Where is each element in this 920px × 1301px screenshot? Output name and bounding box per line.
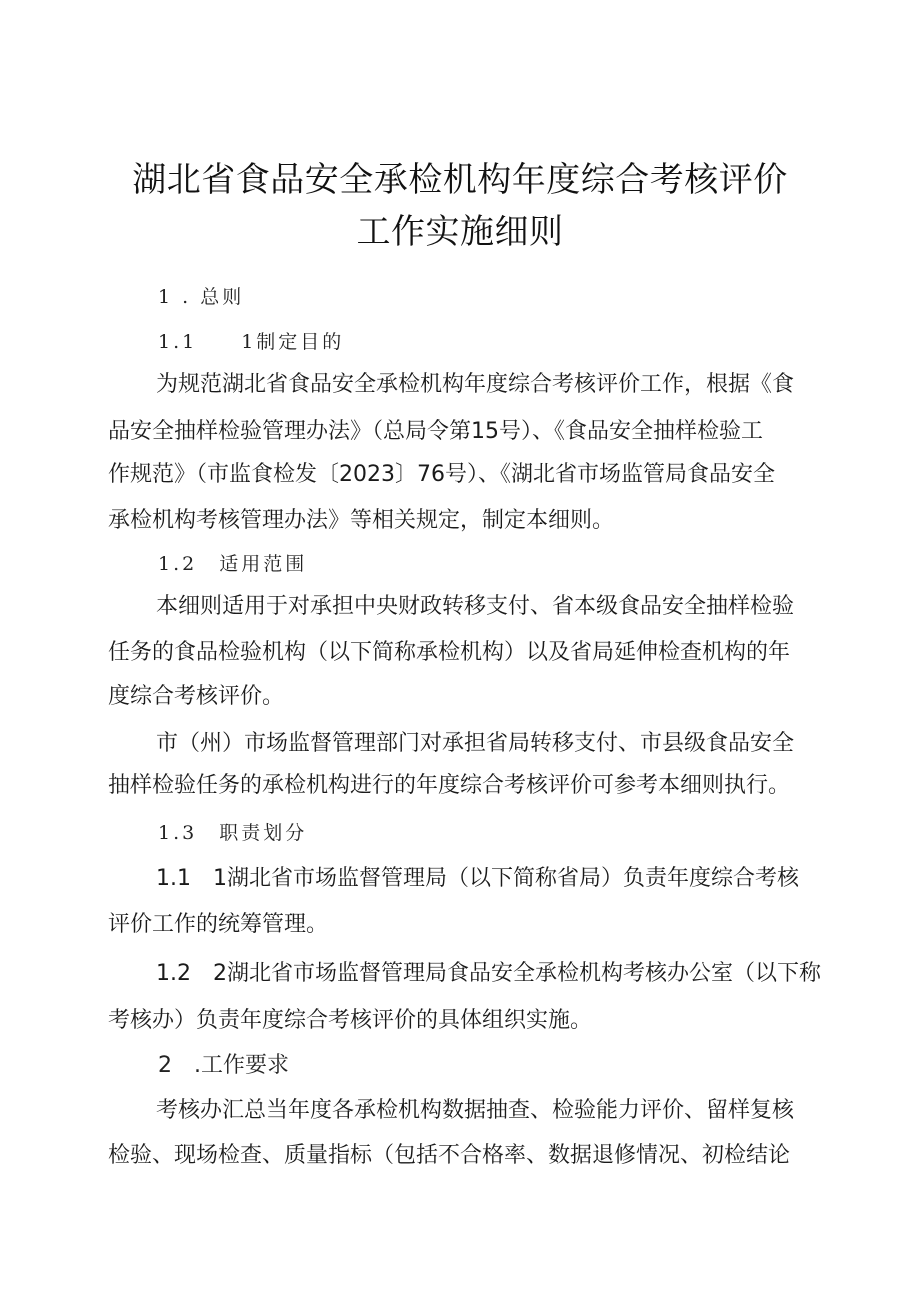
paragraph-line: 度综合考核评价。 bbox=[108, 684, 285, 709]
paragraph-line: 品安全抽样检验管理办法》（总局令第15号）、《食品安全抽样检验工 bbox=[108, 419, 763, 444]
paragraph-line: 本细则适用于对承担中央财政转移支付、省本级食品安全抽样检验 bbox=[156, 594, 795, 619]
paragraph-line: 为规范湖北省食品安全承检机构年度综合考核评价工作，根据《食 bbox=[156, 372, 795, 397]
document-title-line-1: 湖北省食品安全承检机构年度综合考核评价 bbox=[132, 160, 788, 200]
paragraph-line: 抽样检验任务的承检机构进行的年度综合考核评价可参考本细则执行。 bbox=[108, 773, 791, 798]
paragraph-line: 1.1 1湖北省市场监督管理局（以下简称省局）负责年度综合考核 bbox=[156, 866, 799, 891]
paragraph-line: 作规范》（市监食检发〔2023〕76号）、《湖北省市场监管局食品安全 bbox=[108, 462, 775, 487]
section-heading-general: 1 . 总则 bbox=[158, 286, 245, 308]
section-heading-purpose: 1.1 1制定目的 bbox=[158, 331, 345, 353]
paragraph-line: 评价工作的统筹管理。 bbox=[108, 912, 329, 937]
document-title-line-2: 工作实施细则 bbox=[356, 212, 564, 252]
section-heading-scope: 1.2 适用范围 bbox=[158, 553, 308, 575]
paragraph-line: 考核办）负责年度综合考核评价的具体组织实施。 bbox=[108, 1008, 593, 1033]
paragraph-line: 1.2 2湖北省市场监督管理局食品安全承检机构考核办公室（以下称 bbox=[156, 961, 821, 986]
section-heading-duties: 1.3 职责划分 bbox=[158, 822, 308, 844]
section-heading-requirements: 2 .工作要求 bbox=[158, 1053, 289, 1078]
paragraph-line: 市（州）市场监督管理部门对承担省局转移支付、市县级食品安全 bbox=[156, 731, 795, 756]
paragraph-line: 承检机构考核管理办法》等相关规定，制定本细则。 bbox=[108, 508, 615, 533]
paragraph-line: 考核办汇总当年度各承检机构数据抽查、检验能力评价、留样复核 bbox=[156, 1098, 795, 1123]
paragraph-line: 任务的食品检验机构（以下简称承检机构）以及省局延伸检查机构的年 bbox=[108, 640, 791, 665]
paragraph-line: 检验、现场检查、质量指标（包括不合格率、数据退修情况、初检结论 bbox=[108, 1143, 791, 1168]
